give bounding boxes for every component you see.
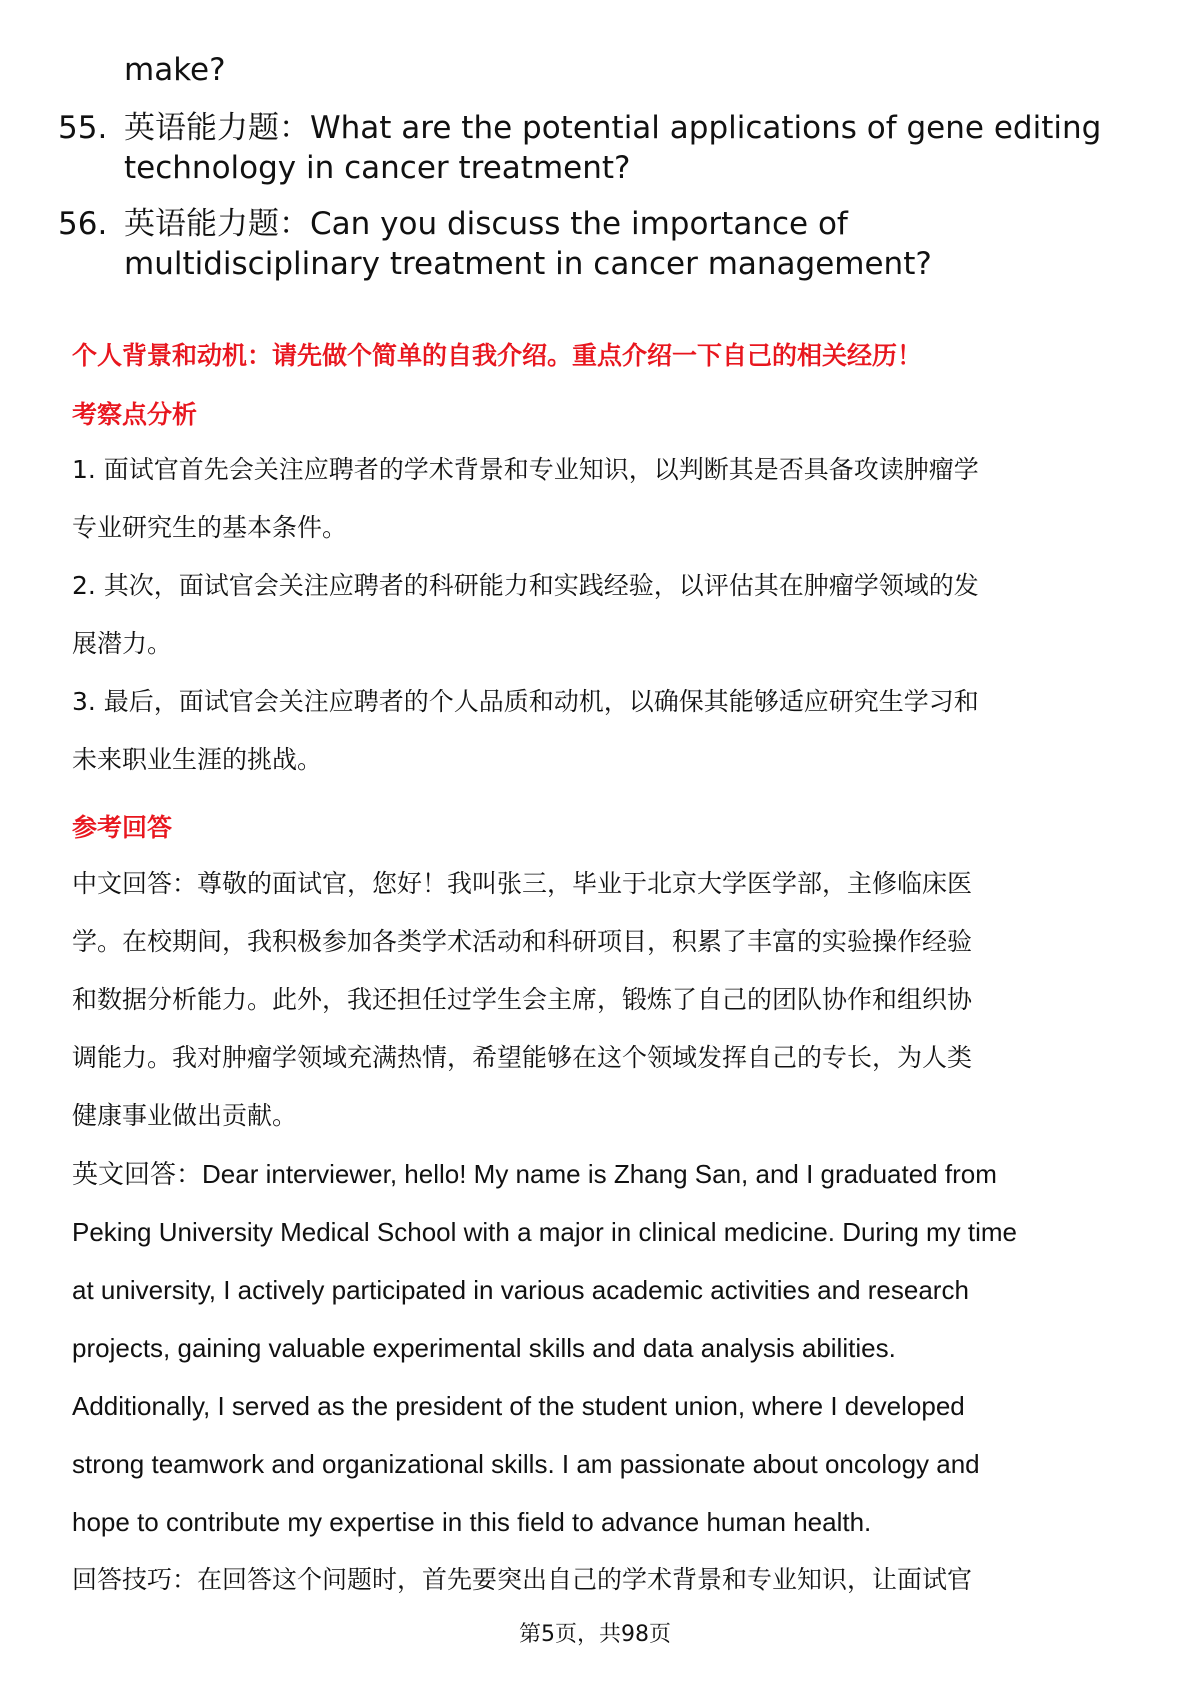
tips-line: 回答技巧：在回答这个问题时，首先要突出自己的学术背景和专业知识，让面试官 [72,1565,973,1594]
cn-answer-line: 调能力。我对肿瘤学领域充满热情，希望能够在这个领域发挥自己的专长，为人类 [72,1043,973,1072]
en-answer-line: Peking University Medical School with a major in clinical medicine. During my time [72,1217,1018,1247]
question-54-line-2: make? [124,52,226,88]
question-55-line-2: technology in cancer treatment? [124,150,631,186]
cn-answer-line: 健康事业做出贡献。 [72,1101,298,1130]
en-answer-line: strong teamwork and organizational skills. I am passionate about oncology and [72,1449,980,1479]
question-56-tag: 英语能力题： [124,206,310,242]
en-answer-line: hope to contribute my expertise in this field to advance human health. [72,1507,872,1537]
answer-title: 参考回答 [72,813,173,842]
analysis-line: 3. 最后，面试官会关注应聘者的个人品质和动机，以确保其能够适应研究生学习和 [72,687,979,716]
question-55-tag: 英语能力题： [124,110,310,146]
cn-answer-line: 中文回答：尊敬的面试官，您好！我叫张三，毕业于北京大学医学部，主修临床医 [72,869,973,898]
question-56-number: 56. [58,206,108,242]
section-heading: 个人背景和动机：请先做个简单的自我介绍。重点介绍一下自己的相关经历！ [72,341,923,370]
en-answer-line: at university, I actively participated in various academic activities and research [72,1275,969,1305]
analysis-line: 2. 其次，面试官会关注应聘者的科研能力和实践经验，以评估其在肿瘤学领域的发 [72,571,979,600]
page-number: 第5页，共98页 [519,1622,671,1647]
analysis-line: 未来职业生涯的挑战。 [72,745,323,774]
question-56-line-1: Can you discuss the importance of [310,206,848,242]
question-55-number: 55. [58,110,108,146]
question-56-line-2: multidisciplinary treatment in cancer management? [124,246,932,282]
analysis-line: 1. 面试官首先会关注应聘者的学术背景和专业知识，以判断其是否具备攻读肿瘤学 [72,455,979,484]
analysis-title: 考察点分析 [72,400,198,429]
question-55-line-1: What are the potential applications of gene editing [310,110,1102,146]
analysis-line: 展潜力。 [72,629,173,658]
cn-answer-line: 和数据分析能力。此外，我还担任过学生会主席，锻炼了自己的团队协作和组织协 [72,985,973,1014]
en-answer-line: projects, gaining valuable experimental skills and data analysis abilities. [72,1333,896,1363]
en-answer-line: Additionally, I served as the president of the student union, where I developed [72,1391,965,1421]
analysis-line: 专业研究生的基本条件。 [72,513,348,542]
en-answer-line: 英文回答：Dear interviewer, hello! My name is Zhang San, and I graduated from [72,1159,997,1189]
cn-answer-line: 学。在校期间，我积极参加各类学术活动和科研项目，积累了丰富的实验操作经验 [72,927,973,956]
